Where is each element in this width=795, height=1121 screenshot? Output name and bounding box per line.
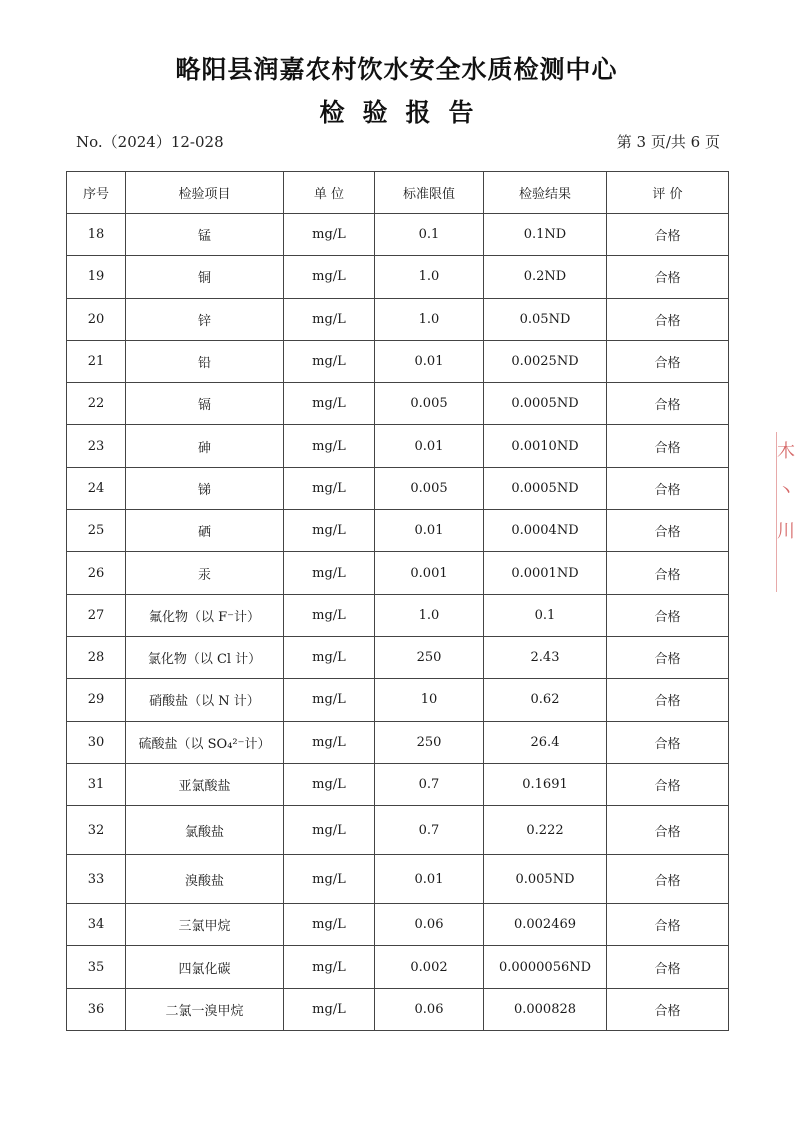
cell-evaluation: 合格 (607, 806, 729, 855)
table-row (67, 721, 729, 763)
cell-item: 锌 (126, 298, 284, 340)
cell-unit: mg/L (284, 679, 375, 721)
cell-unit: mg/L (284, 636, 375, 678)
cell-index: 35 (67, 946, 126, 988)
cell-index: 26 (67, 552, 126, 594)
cell-evaluation: 合格 (607, 904, 729, 946)
report-subtitle: 检验报告 (319, 98, 492, 127)
table-row (67, 679, 729, 721)
cell-limit: 0.06 (375, 904, 484, 946)
cell-evaluation: 合格 (607, 721, 729, 763)
cell-item: 硝酸盐（以 N 计） (126, 679, 284, 721)
report-title: 略阳县润嘉农村饮水安全水质检测中心 (175, 55, 618, 84)
cell-result: 26.4 (484, 721, 607, 763)
cell-limit: 1.0 (375, 298, 484, 340)
cell-item: 氯化物（以 Cl 计） (126, 636, 284, 678)
table-row (67, 552, 729, 594)
cell-item: 三氯甲烷 (126, 904, 284, 946)
cell-limit: 0.002 (375, 946, 484, 988)
report-number: No.（2024）12-028 (76, 133, 224, 151)
cell-result: 0.000828 (484, 988, 607, 1030)
cell-unit: mg/L (284, 425, 375, 467)
cell-item: 汞 (126, 552, 284, 594)
cell-item: 铜 (126, 256, 284, 298)
cell-evaluation: 合格 (607, 340, 729, 382)
cell-item: 亚氯酸盐 (126, 763, 284, 805)
cell-limit: 0.7 (375, 806, 484, 855)
table-row (67, 904, 729, 946)
cell-limit: 0.001 (375, 552, 484, 594)
header-index: 序号 (67, 172, 126, 214)
header-unit: 单 位 (284, 172, 375, 214)
table-row (67, 256, 729, 298)
cell-evaluation: 合格 (607, 946, 729, 988)
cell-evaluation: 合格 (607, 552, 729, 594)
cell-index: 25 (67, 510, 126, 552)
cell-result: 0.05ND (484, 298, 607, 340)
cell-result: 0.62 (484, 679, 607, 721)
cell-index: 36 (67, 988, 126, 1030)
cell-item: 二氯一溴甲烷 (126, 988, 284, 1030)
cell-limit: 0.7 (375, 763, 484, 805)
cell-result: 0.0005ND (484, 383, 607, 425)
cell-result: 0.0004ND (484, 510, 607, 552)
cell-index: 18 (67, 214, 126, 256)
cell-evaluation: 合格 (607, 425, 729, 467)
table-row (67, 806, 729, 855)
table-row (67, 594, 729, 636)
header-limit: 标准限值 (375, 172, 484, 214)
cell-unit: mg/L (284, 214, 375, 256)
cell-result: 0.2ND (484, 256, 607, 298)
cell-index: 27 (67, 594, 126, 636)
table-header-row (67, 172, 729, 214)
cell-item: 硒 (126, 510, 284, 552)
cell-unit: mg/L (284, 855, 375, 904)
table-row (67, 298, 729, 340)
cell-result: 0.1 (484, 594, 607, 636)
cell-unit: mg/L (284, 946, 375, 988)
cell-index: 20 (67, 298, 126, 340)
table-row (67, 636, 729, 678)
cell-result: 0.1691 (484, 763, 607, 805)
cell-limit: 0.1 (375, 214, 484, 256)
table-row (67, 946, 729, 988)
cell-unit: mg/L (284, 467, 375, 509)
cell-item: 氯酸盐 (126, 806, 284, 855)
table-row (67, 988, 729, 1030)
cell-limit: 0.005 (375, 383, 484, 425)
cell-index: 28 (67, 636, 126, 678)
cell-evaluation: 合格 (607, 855, 729, 904)
cell-limit: 10 (375, 679, 484, 721)
cell-index: 19 (67, 256, 126, 298)
cell-unit: mg/L (284, 721, 375, 763)
cell-result: 0.0005ND (484, 467, 607, 509)
cell-evaluation: 合格 (607, 594, 729, 636)
cell-limit: 0.06 (375, 988, 484, 1030)
cell-item: 镉 (126, 383, 284, 425)
cell-item: 锑 (126, 467, 284, 509)
cell-item: 铅 (126, 340, 284, 382)
cell-unit: mg/L (284, 806, 375, 855)
cell-unit: mg/L (284, 340, 375, 382)
cell-index: 29 (67, 679, 126, 721)
table-row (67, 383, 729, 425)
cell-index: 30 (67, 721, 126, 763)
cell-limit: 1.0 (375, 594, 484, 636)
cell-result: 0.222 (484, 806, 607, 855)
cell-evaluation: 合格 (607, 298, 729, 340)
cell-index: 34 (67, 904, 126, 946)
cell-result: 2.43 (484, 636, 607, 678)
cell-limit: 0.005 (375, 467, 484, 509)
cell-evaluation: 合格 (607, 214, 729, 256)
header-result: 检验结果 (484, 172, 607, 214)
results-table (66, 171, 729, 1031)
cell-index: 21 (67, 340, 126, 382)
cell-limit: 0.01 (375, 340, 484, 382)
table-row (67, 855, 729, 904)
cell-evaluation: 合格 (607, 988, 729, 1030)
cell-evaluation: 合格 (607, 467, 729, 509)
cell-unit: mg/L (284, 256, 375, 298)
cell-evaluation: 合格 (607, 679, 729, 721)
cell-limit: 1.0 (375, 256, 484, 298)
cell-evaluation: 合格 (607, 256, 729, 298)
cell-limit: 0.01 (375, 855, 484, 904)
cell-unit: mg/L (284, 904, 375, 946)
cell-index: 31 (67, 763, 126, 805)
cell-limit: 250 (375, 636, 484, 678)
cell-index: 32 (67, 806, 126, 855)
cell-result: 0.1ND (484, 214, 607, 256)
cell-limit: 0.01 (375, 510, 484, 552)
cell-item: 氟化物（以 F⁻计） (126, 594, 284, 636)
cell-item: 硫酸盐（以 SO₄²⁻计） (126, 721, 284, 763)
table-row (67, 510, 729, 552)
cell-unit: mg/L (284, 763, 375, 805)
cell-unit: mg/L (284, 510, 375, 552)
header-evaluation: 评 价 (607, 172, 729, 214)
cell-unit: mg/L (284, 298, 375, 340)
cell-index: 23 (67, 425, 126, 467)
table-row (67, 214, 729, 256)
cell-result: 0.0001ND (484, 552, 607, 594)
cell-unit: mg/L (284, 552, 375, 594)
cell-result: 0.0000056ND (484, 946, 607, 988)
cell-result: 0.0025ND (484, 340, 607, 382)
cell-result: 0.002469 (484, 904, 607, 946)
table-row (67, 467, 729, 509)
header-item: 检验项目 (126, 172, 284, 214)
cell-evaluation: 合格 (607, 383, 729, 425)
cell-item: 砷 (126, 425, 284, 467)
cell-evaluation: 合格 (607, 763, 729, 805)
cell-evaluation: 合格 (607, 510, 729, 552)
page-info: 第 3 页/共 6 页 (616, 133, 720, 151)
cell-limit: 250 (375, 721, 484, 763)
cell-limit: 0.01 (375, 425, 484, 467)
table-row (67, 340, 729, 382)
cell-unit: mg/L (284, 594, 375, 636)
cell-evaluation: 合格 (607, 636, 729, 678)
cell-result: 0.005ND (484, 855, 607, 904)
signature-mark: 木 丶 川 (776, 432, 794, 592)
cell-item: 溴酸盐 (126, 855, 284, 904)
cell-unit: mg/L (284, 383, 375, 425)
table-row (67, 763, 729, 805)
cell-item: 锰 (126, 214, 284, 256)
cell-item: 四氯化碳 (126, 946, 284, 988)
cell-unit: mg/L (284, 988, 375, 1030)
cell-index: 22 (67, 383, 126, 425)
cell-result: 0.0010ND (484, 425, 607, 467)
cell-index: 33 (67, 855, 126, 904)
table-row (67, 425, 729, 467)
cell-index: 24 (67, 467, 126, 509)
